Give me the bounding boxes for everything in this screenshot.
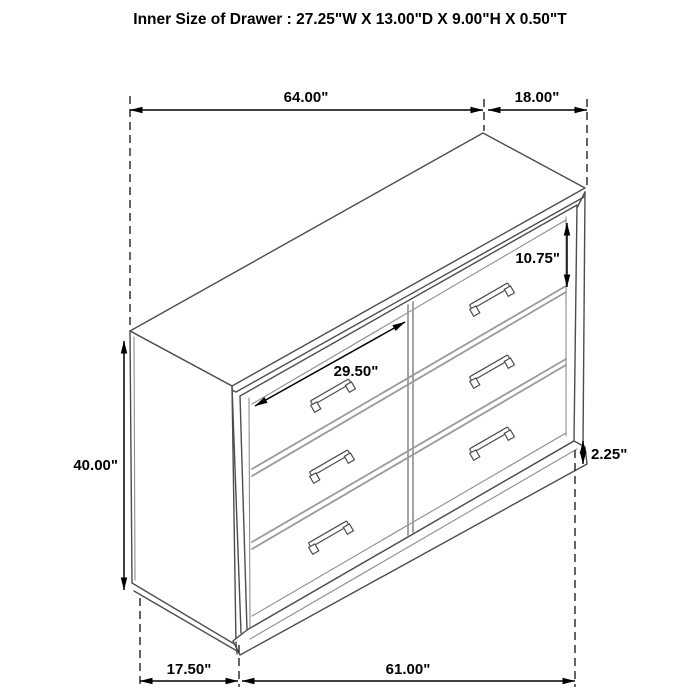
diagram-title: Inner Size of Drawer : 27.25"W X 13.00"D X 9.00"H X 0.50"T: [133, 11, 567, 28]
dimension-label-side-depth: 17.50": [166, 661, 212, 678]
dimension-label-overall-height: 40.00": [73, 457, 118, 474]
dimension-label-drawer-width: 29.50": [333, 363, 379, 380]
dimension-label-top-depth: 18.00": [514, 89, 560, 106]
dimension-label-top-width: 64.00": [283, 89, 329, 106]
base-left-foot-edge: [236, 642, 237, 654]
front-right-outer-edge: [583, 192, 585, 445]
dresser-drawing: [130, 133, 587, 655]
dimension-label-front-width: 61.00": [385, 661, 431, 678]
dimension-label-drawer-height: 10.75": [515, 250, 560, 267]
dimension-label-base-height: 2.25": [591, 446, 628, 463]
